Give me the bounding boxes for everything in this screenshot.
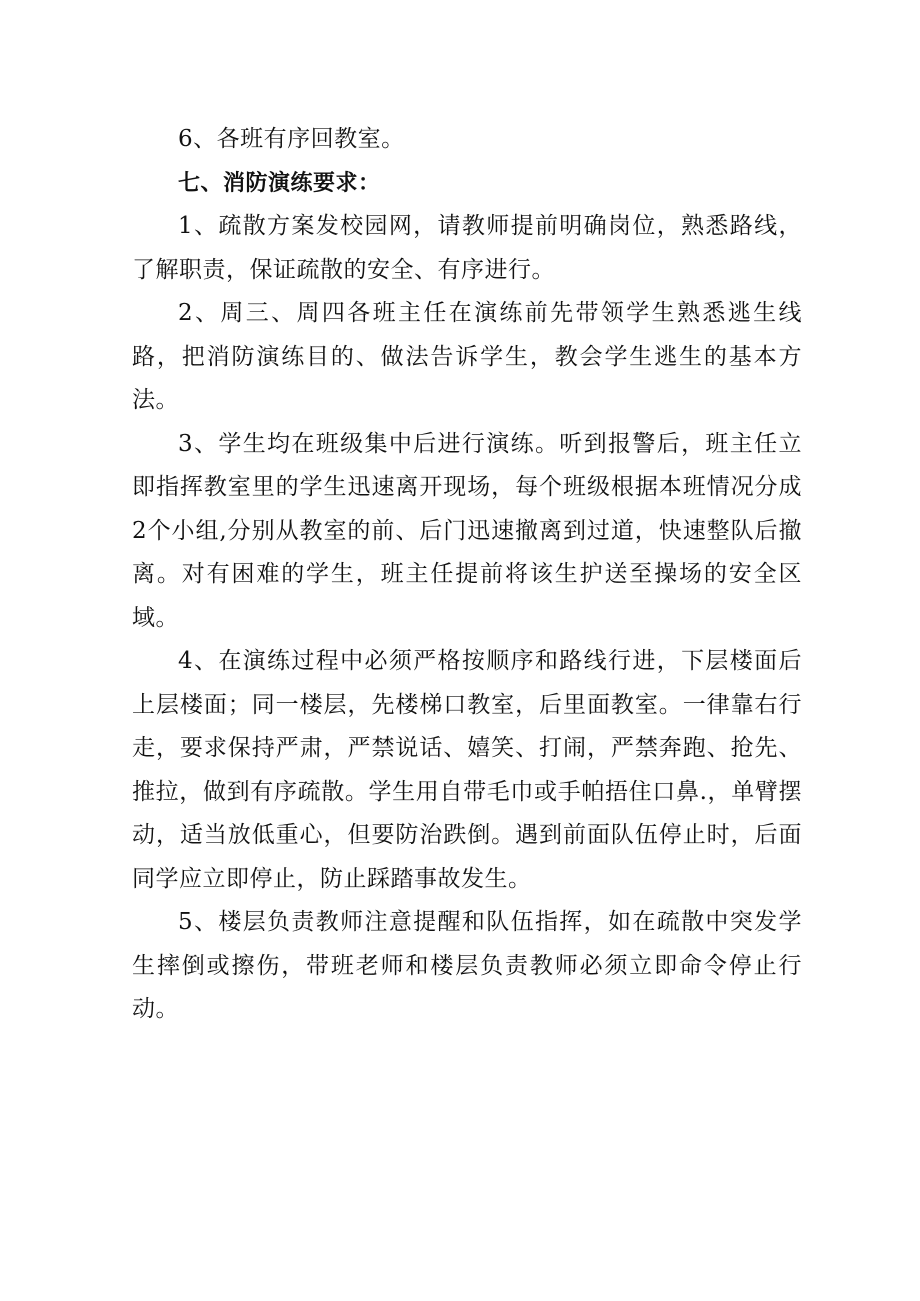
item-6-paragraph: 6、各班有序回教室。 <box>178 126 405 152</box>
requirement-4-paragraph: 4、在演练过程中必须严格按顺序和路线行进，下层楼面后上层楼面；同一楼层，先楼梯口教室，后里面教室。一律靠右行走，要求保持严肃，严禁说话、嬉笑、打闹，严禁奔跑、抢先、推拉，做到有序疏散。学生用自带毛巾或手帕捂住口鼻.，单臂摆动，适当放低重心，但要防治跌倒。遇到前面队伍停止时，后面同学应立即停止，防止踩踏事故发生。 <box>132 648 802 892</box>
requirement-3-paragraph: 3、学生均在班级集中后进行演练。听到报警后，班主任立即指挥教室里的学生迅速离开现场，每个班级根据本班情况分成2个小组,分别从教室的前、后门迅速撤离到过道，快速整队后撤离。对有困难的学生，班主任提前将该生护送至操场的安全区域。 <box>132 430 802 631</box>
document-body <box>132 118 802 1032</box>
requirement-2-paragraph: 2、周三、周四各班主任在演练前先带领学生熟悉逃生线路，把消防演练目的、做法告诉学生，教会学生逃生的基本方法。 <box>132 300 802 413</box>
requirement-5-paragraph: 5、楼层负责教师注意提醒和队伍指挥，如在疏散中突发学生摔倒或擦伤，带班老师和楼层负责教师必须立即命令停止行动。 <box>132 909 802 1022</box>
requirement-1-paragraph: 1、疏散方案发校园网，请教师提前明确岗位，熟悉路线，了解职责，保证疏散的安全、有序进行。 <box>132 213 802 283</box>
section-heading: 七、消防演练要求： <box>178 170 381 196</box>
